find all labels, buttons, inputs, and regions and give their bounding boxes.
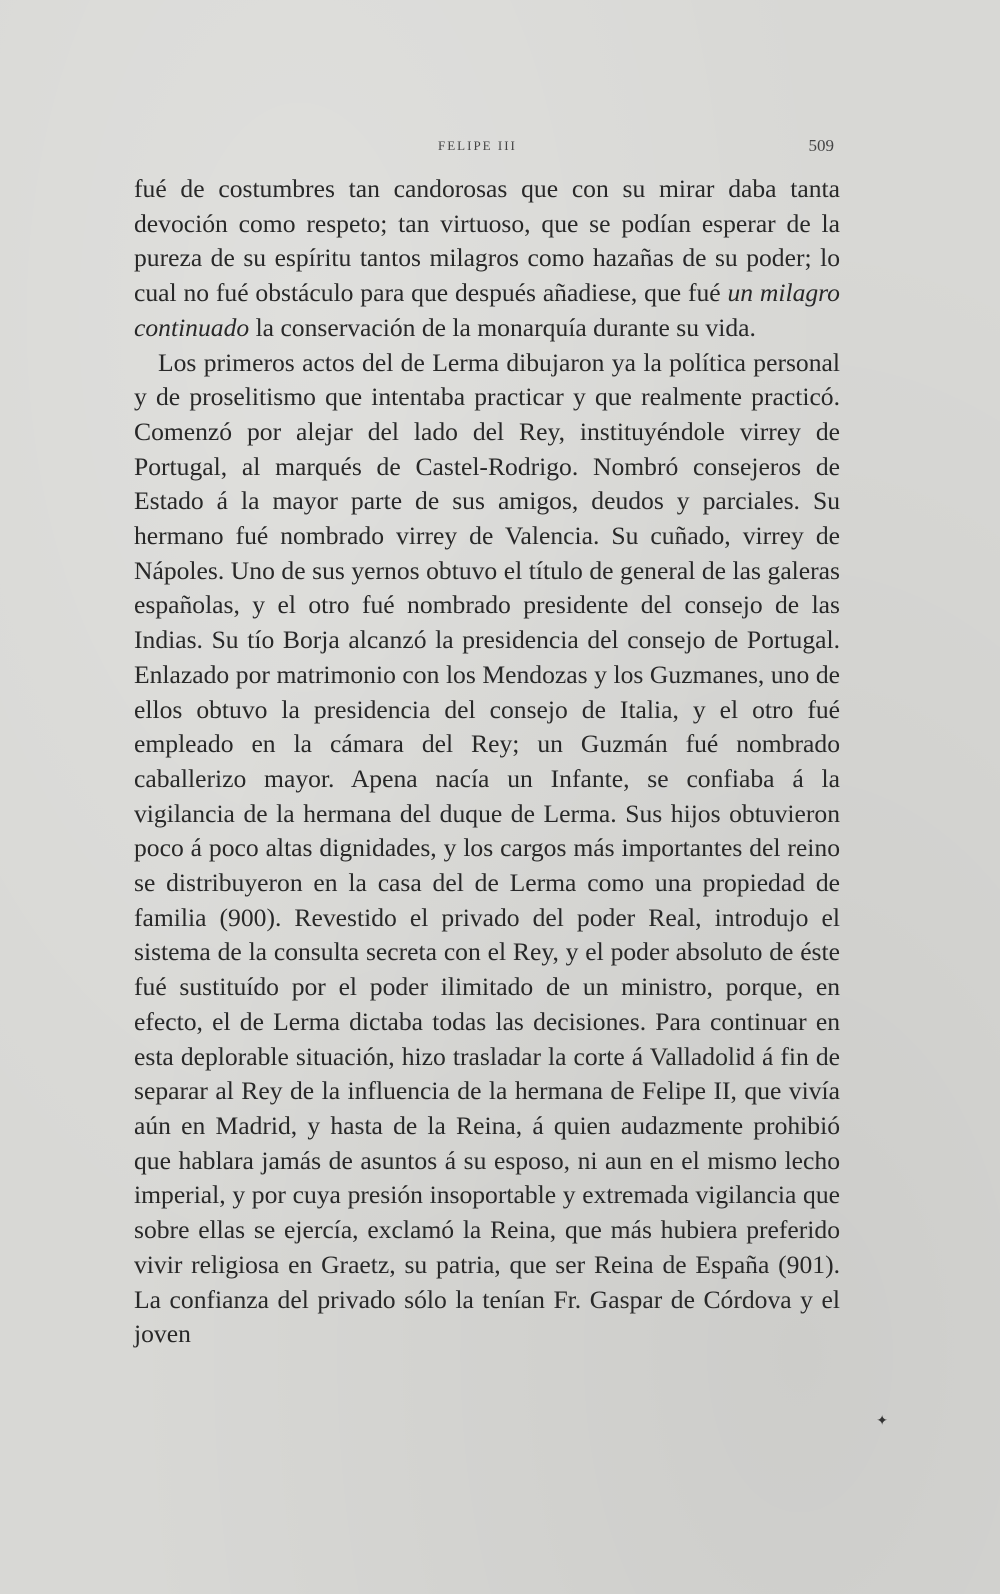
body-text bbox=[134, 172, 840, 1352]
paragraph-1-start: fué de costumbres tan candorosas que con su mirar daba tanta devoción como respeto; tan virtuoso, que se podían esperar de la pureza de su espíritu tantos milagros como hazañas de su poder; lo cual no fué obstáculo para que después añadiese, que fué bbox=[134, 174, 840, 308]
paragraph-2: Los primeros actos del de Lerma dibujaron ya la política personal y de proselitismo que intentaba practicar y que realmente practicó. Comenzó por alejar del lado del Rey, instituyéndole virrey de Portugal, al marqués de Castel-Rodrigo. Nombró consejeros de Estado á la mayor parte de sus amigos, deudos y parciales. Su hermano fué nombrado virrey de Valencia. Su cuñado, virrey de Nápoles. Uno de sus yernos obtuvo el título de general de las galeras españolas, y el otro fué nombrado presidente del consejo de las Indias. Su tío Borja alcanzó la presidencia del consejo de Portugal. Enlazado por matrimonio con los Mendozas y los Guzmanes, uno de ellos obtuvo la presidencia del consejo de Italia, y el otro fué empleado en la cámara del Rey; un Guzmán fué nombrado caballerizo mayor. Apena nacía un Infante, se confiaba á la vigilancia de la hermana del duque de Lerma. Sus hijos obtuvieron poco á poco altas dignidades, y los cargos más importantes del reino se distribuyeron en la casa del de Lerma como una propiedad de familia (900). Revestido el privado del poder Real, introdujo el sistema de la consulta secreta con el Rey, y el poder absoluto de éste fué sustituído por el poder ilimitado de un ministro, porque, en efecto, el de Lerma dictaba todas las decisiones. Para continuar en esta deplorable situación, hizo trasladar la corte á Valladolid á fin de separar al Rey de la influencia de la hermana de Felipe II, que vivía aún en Madrid, y hasta de la Reina, á quien audazmente prohibió que hablara jamás de asuntos á su esposo, ni aun en el mismo lecho imperial, y por cuya presión insoportable y extremada vigilancia que sobre ellas se ejercía, exclamó la Reina, que más hubiera preferido vivir religiosa en Graetz, su patria, que ser Reina de España (901). La confianza del privado sólo la tenían Fr. Gaspar de Córdova y el joven bbox=[134, 347, 840, 1349]
page-number: 509 bbox=[808, 136, 834, 155]
running-header bbox=[138, 138, 838, 158]
italic-phrase: un milagro continuado bbox=[134, 278, 840, 342]
printer-mark-icon: ✦ bbox=[876, 1413, 888, 1429]
paragraph-1 bbox=[134, 172, 840, 346]
paragraph-1-end: la conservación de la monarquía durante su vida. bbox=[249, 312, 756, 342]
running-title: FELIPE III bbox=[438, 138, 517, 153]
